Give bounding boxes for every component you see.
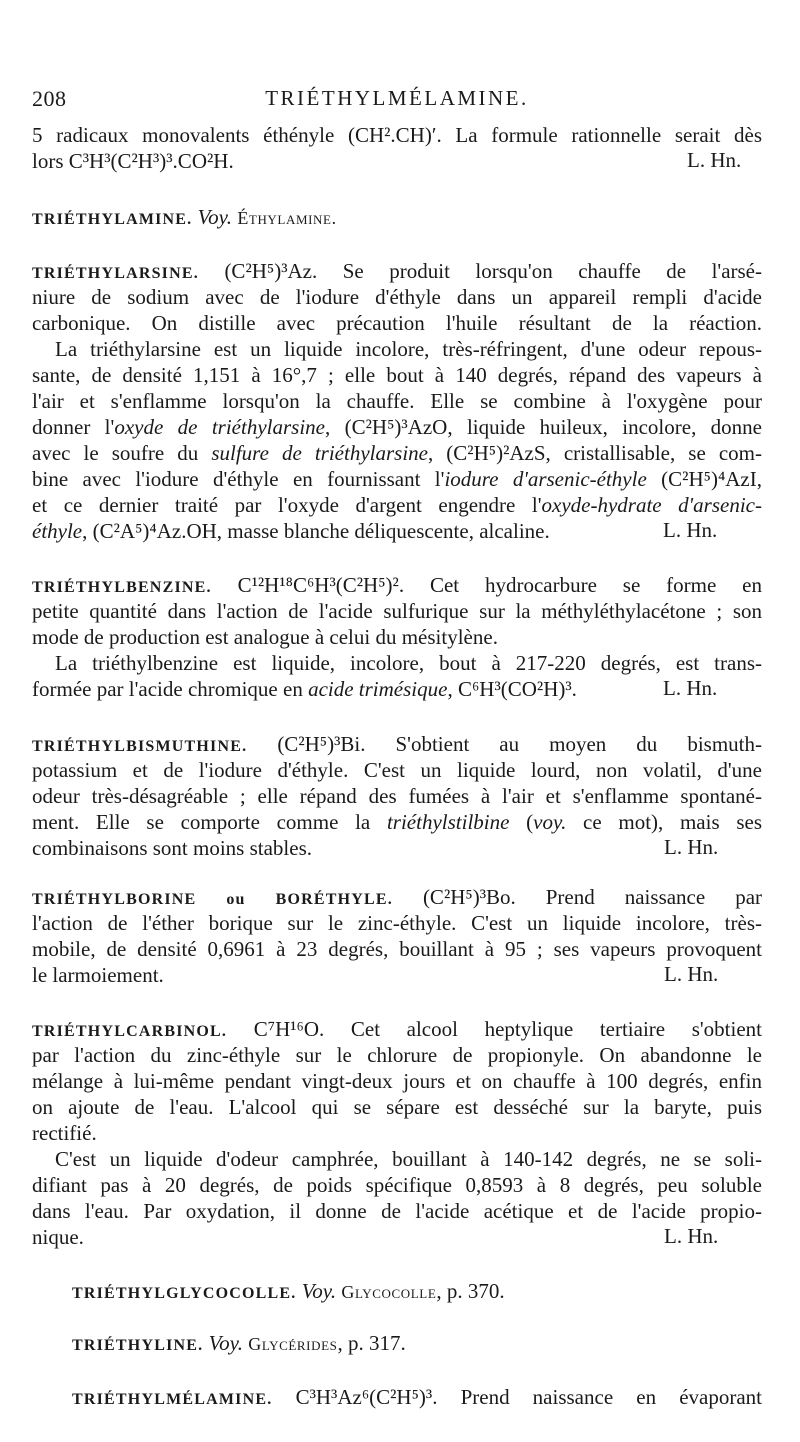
text-line: La triéthylarsine est un liquide incolore, très-réfringent, d'une odeur repous- bbox=[55, 337, 762, 361]
text-line: formée par l'acide chromique en acide trimésique, C⁶H³(CO²H)³. bbox=[32, 677, 577, 701]
signature: L. Hn. bbox=[664, 835, 719, 859]
running-title: TRIÉTHYLMÉLAMINE. bbox=[265, 86, 529, 110]
entry-triethylamine: TRIÉTHYLAMINE. Voy. Éthylamine. bbox=[32, 205, 337, 229]
text-line: mélange à lui-même pendant vingt-deux jours et on chauffe à 100 degrés, enfin bbox=[32, 1069, 762, 1093]
page-number: 208 bbox=[32, 86, 67, 111]
text-line: TRIÉTHYLBISMUTHINE. (C²H⁵)³Bi. S'obtient au moyen du bismuth- bbox=[32, 732, 762, 756]
text-line: le larmoiement. bbox=[32, 963, 164, 987]
text-line: nique. bbox=[32, 1225, 84, 1249]
text-line: éthyle, (C²A⁵)⁴Az.OH, masse blanche déliquescente, alcaline. bbox=[32, 519, 550, 543]
signature: L. Hn. bbox=[664, 1224, 719, 1248]
signature: L. Hn. bbox=[664, 962, 719, 986]
running-header bbox=[32, 86, 762, 116]
text-line: C'est un liquide d'odeur camphrée, bouillant à 140-142 degrés, ne se soli- bbox=[55, 1147, 762, 1171]
text-line: l'air et s'enflamme lorsqu'on la chauffe. Elle se combine à l'oxygène pour bbox=[32, 389, 762, 413]
entry-triethylglycocolle: TRIÉTHYLGLYCOCOLLE. Voy. Glycocolle, p. 370. bbox=[72, 1279, 505, 1303]
signature: L. Hn. bbox=[663, 518, 718, 542]
text-line: difiant pas à 20 degrés, de poids spécifique 0,8593 à 8 degrés, peu soluble bbox=[32, 1173, 762, 1197]
entry-triethylmelamine: TRIÉTHYLMÉLAMINE. C³H³Az⁶(C²H⁵)³. Prend naissance en évaporant bbox=[72, 1385, 762, 1409]
text-line: TRIÉTHYLBENZINE. C¹²H¹⁸C⁶H³(C²H⁵)². Cet hydrocarbure se forme en bbox=[32, 573, 762, 597]
headword: TRIÉTHYLGLYCOCOLLE. bbox=[72, 1285, 297, 1302]
text-line: TRIÉTHYLBORINE ou BORÉTHYLE. (C²H⁵)³Bo. Prend naissance par bbox=[32, 885, 763, 909]
text-line: et ce dernier traité par l'oxyde d'argent engendre l'oxyde-hydrate d'arsenic- bbox=[32, 493, 762, 517]
text-line: La triéthylbenzine est liquide, incolore, bout à 217-220 degrés, est trans- bbox=[55, 651, 762, 675]
headword: TRIÉTHYLBENZINE. bbox=[32, 579, 212, 596]
text-line: bine avec l'iodure d'éthyle en fournissant l'iodure d'arsenic-éthyle (C²H⁵)⁴AzI, bbox=[32, 467, 762, 491]
headword: TRIÉTHYLCARBINOL. bbox=[32, 1023, 228, 1040]
text-line: dans l'eau. Par oxydation, il donne de l'acide acétique et de l'acide propio- bbox=[32, 1199, 762, 1223]
text-line: lors C³H³(C²H³)³.CO²H. bbox=[32, 149, 234, 173]
text-line: TRIÉTHYLCARBINOL. C⁷H¹⁶O. Cet alcool heptylique tertiaire s'obtient bbox=[32, 1017, 763, 1041]
headword: TRIÉTHYLAMINE. bbox=[32, 211, 193, 228]
text-line: l'action de l'éther borique sur le zinc-éthyle. C'est un liquide incolore, très- bbox=[32, 911, 762, 935]
headword: TRIÉTHYLBISMUTHINE. bbox=[32, 738, 248, 755]
signature: L. Hn. bbox=[687, 148, 742, 172]
text-line: mode de production est analogue à celui du mésitylène. bbox=[32, 625, 498, 649]
text-line: niure de sodium avec de l'iodure d'éthyle dans un appareil rempli d'acide bbox=[32, 285, 762, 309]
headword: TRIÉTHYLARSINE. bbox=[32, 265, 199, 282]
text-line: sante, de densité 1,151 à 16°,7 ; elle bout à 140 degrés, répand des vapeurs à bbox=[32, 363, 762, 387]
text-line: on ajoute de l'eau. L'alcool qui se sépare est desséché sur la baryte, puis bbox=[32, 1095, 762, 1119]
entry-triethyline: TRIÉTHYLINE. Voy. Glycérides, p. 317. bbox=[72, 1331, 406, 1355]
signature: L. Hn. bbox=[663, 676, 718, 700]
text-line: mobile, de densité 0,6961 à 23 degrés, bouillant à 95 ; ses vapeurs provoquent bbox=[32, 937, 762, 961]
text-line: ment. Elle se comporte comme la triéthylstilbine (voy. ce mot), mais ses bbox=[32, 810, 762, 834]
text-line: potassium et de l'iodure d'éthyle. C'est un liquide lourd, non volatil, d'une bbox=[32, 758, 762, 782]
text-line: 5 radicaux monovalents éthényle (CH².CH)′. La formule rationnelle serait dès bbox=[32, 123, 762, 147]
text-line: odeur très-désagréable ; elle répand des fumées à l'air et s'enflamme spontané- bbox=[32, 784, 762, 808]
text-line: petite quantité dans l'action de l'acide sulfurique sur la méthyléthylacétone ; son bbox=[32, 599, 762, 623]
text-line: rectifié. bbox=[32, 1121, 97, 1145]
text-line: avec le soufre du sulfure de triéthylarsine, (C²H⁵)²AzS, cristallisable, se com- bbox=[32, 441, 762, 465]
text-line: carbonique. On distille avec précaution l'huile résultant de la réaction. bbox=[32, 311, 762, 335]
text-line: TRIÉTHYLARSINE. (C²H⁵)³Az. Se produit lorsqu'on chauffe de l'arsé- bbox=[32, 259, 762, 283]
headword: TRIÉTHYLMÉLAMINE. bbox=[72, 1391, 273, 1408]
text-line: par l'action du zinc-éthyle sur le chlorure de propionyle. On abandonne le bbox=[32, 1043, 762, 1067]
headword: TRIÉTHYLINE. bbox=[72, 1337, 204, 1354]
headword: TRIÉTHYLBORINE ou BORÉTHYLE. bbox=[32, 891, 393, 908]
text-line: donner l'oxyde de triéthylarsine, (C²H⁵)³AzO, liquide huileux, incolore, donne bbox=[32, 415, 763, 439]
text-line: combinaisons sont moins stables. bbox=[32, 836, 312, 860]
